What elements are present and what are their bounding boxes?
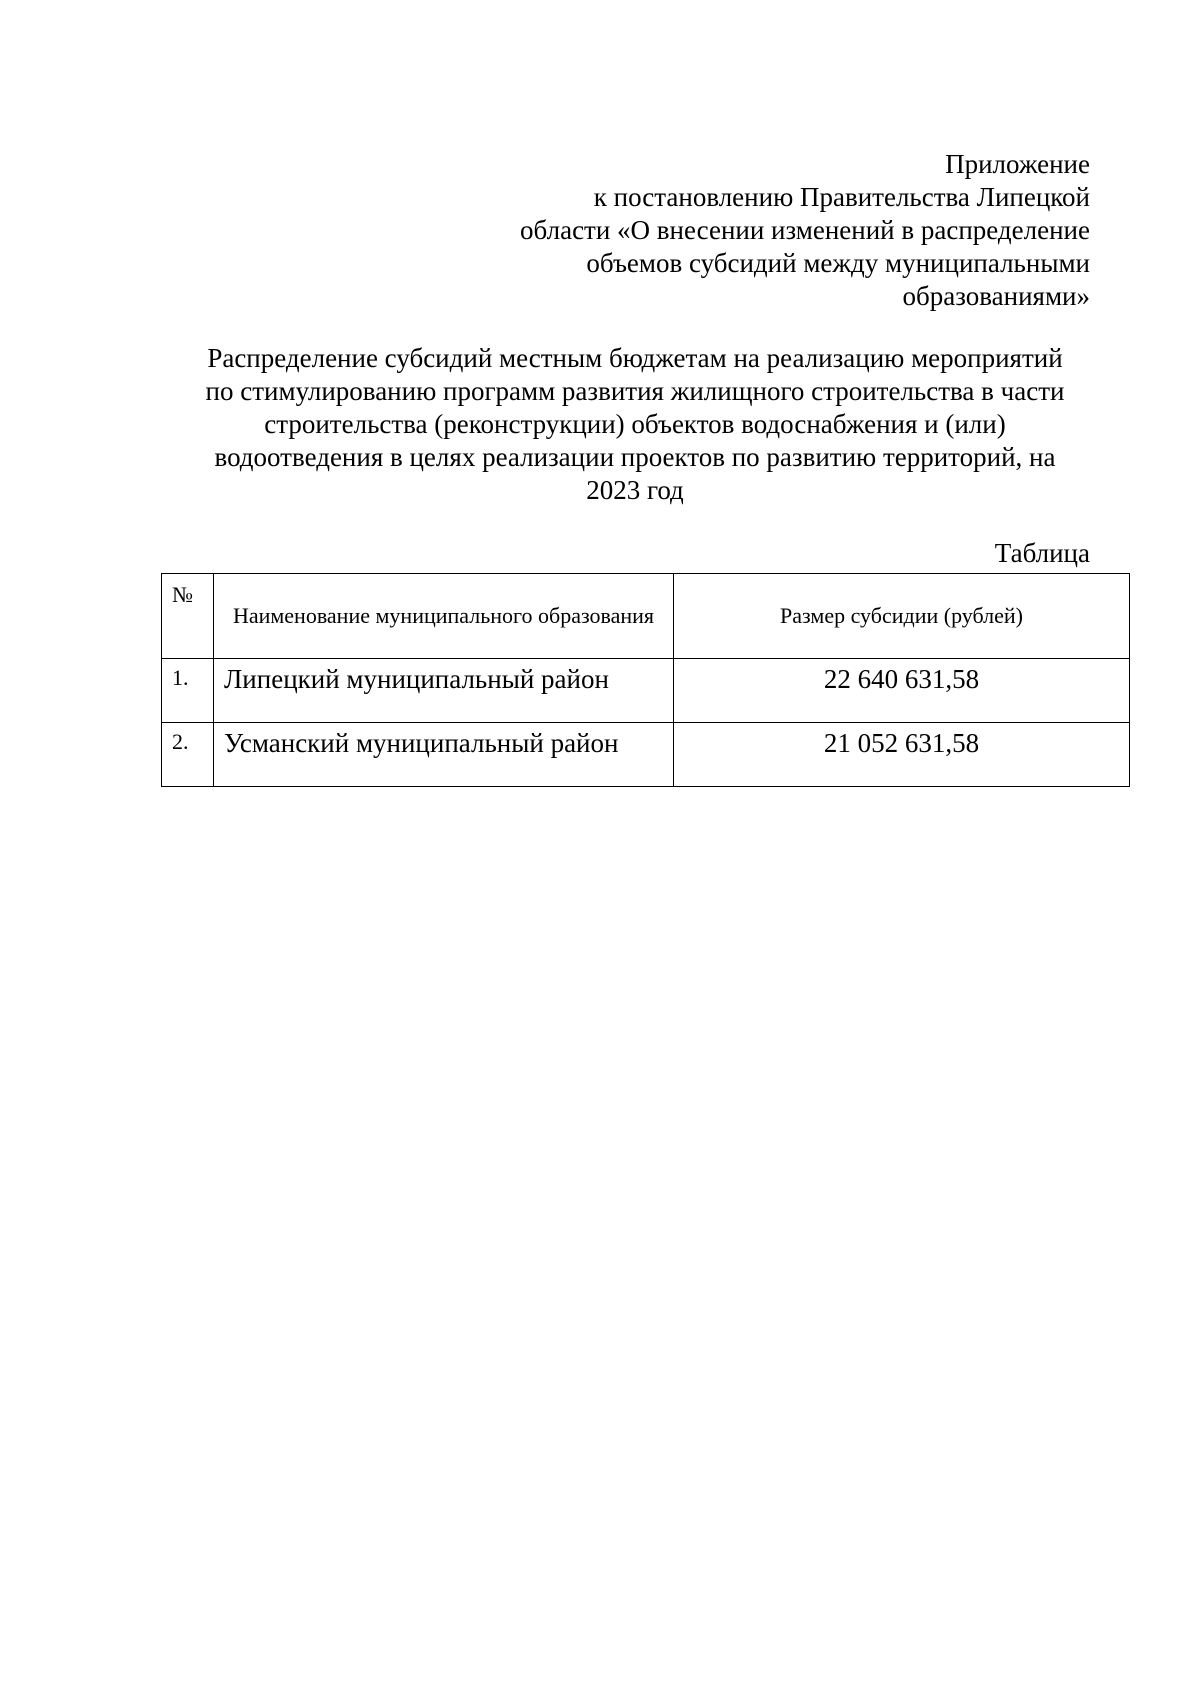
header-subsidy-amount: Размер субсидии (рублей) — [674, 574, 1130, 659]
appendix-header — [450, 148, 1090, 313]
row-number: 1. — [162, 659, 214, 723]
title-line: по стимулированию программ развития жилищного строительства в части — [205, 376, 1065, 406]
row-amount: 22 640 631,58 — [674, 659, 1130, 723]
table-header-row — [162, 574, 1130, 659]
title-line: водоотведения в целях реализации проектов по развитию территорий, на — [214, 442, 1056, 472]
table-row — [162, 659, 1130, 723]
title-line: Распределение субсидий местным бюджетам на реализацию мероприятий — [207, 343, 1063, 373]
table-caption: Таблица — [994, 538, 1090, 568]
header-municipality: Наименование муниципального образования — [214, 574, 674, 659]
title-line: строительства (реконструкции) объектов водоснабжения и (или) — [264, 409, 1006, 439]
subsidy-table — [161, 573, 1130, 787]
appendix-line: объемов субсидий между муниципальными — [586, 248, 1090, 278]
appendix-line: к постановлению Правительства Липецкой — [593, 182, 1090, 212]
appendix-line: области «О внесении изменений в распределение — [520, 215, 1090, 245]
table-row — [162, 723, 1130, 787]
row-number: 2. — [162, 723, 214, 787]
appendix-line: образованиями» — [902, 281, 1090, 311]
title-line: 2023 год — [586, 475, 684, 505]
document-title — [160, 342, 1110, 507]
row-amount: 21 052 631,58 — [674, 723, 1130, 787]
appendix-line: Приложение — [945, 149, 1090, 179]
row-municipality: Липецкий муниципальный район — [214, 659, 674, 723]
header-number: № — [162, 574, 214, 659]
row-municipality: Усманский муниципальный район — [214, 723, 674, 787]
